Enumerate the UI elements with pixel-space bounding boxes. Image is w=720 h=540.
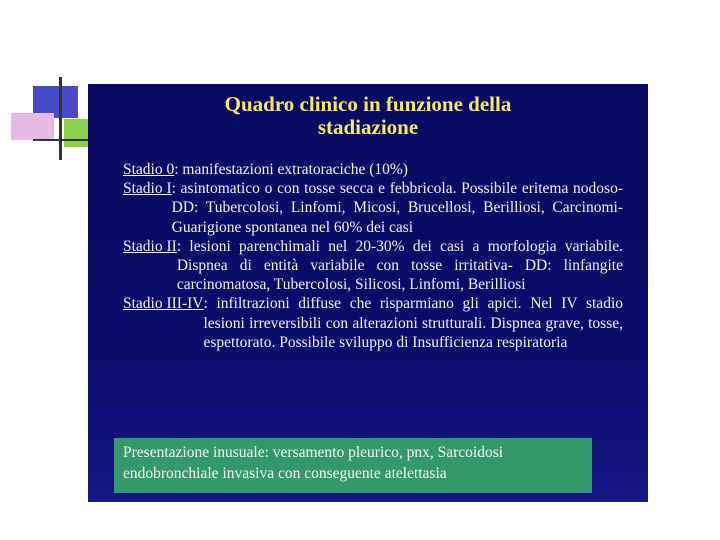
unusual-presentation-line-2: endobronchiale invasiva con conseguente atelettasia bbox=[123, 465, 447, 482]
stage-label: Stadio I bbox=[123, 180, 172, 198]
decorative-horizontal-line bbox=[33, 139, 88, 141]
stage-label: Stadio II bbox=[123, 237, 177, 255]
unusual-presentation-line-1: Presentazione inusuale: versamento pleurico, pnx, Sarcoidosi bbox=[123, 444, 504, 461]
decorative-pink-square bbox=[11, 113, 54, 140]
unusual-presentation-box bbox=[114, 438, 592, 493]
stage-description: : lesioni parenchimali nel 20-30% dei casi a morfologia variabile. Dispnea di entità variabile con tosse irritativa- DD: linfangite carcinomatosa, Tubercolosi, Silicosi, Linfomi, Berilliosi bbox=[176, 237, 623, 294]
stage-description: : infiltrazioni diffuse che risparmiano gli apici. Nel IV stadio lesioni irreversibili con alterazioni strutturali. Dispnea grave, tosse, espettorato. Possibile sviluppo di Insufficienza respiratoria bbox=[203, 295, 623, 351]
stage-entry-2 bbox=[123, 237, 623, 295]
stage-label: Stadio III-IV bbox=[123, 295, 204, 313]
stage-description: : asintomatico o con tosse secca e febbricola. Possibile eritema nodoso- DD: Tubercolosi, Linfomi, Micosi, Brucellosi, Berilliosi, Carcinomi- Guarigione spontanea nel 60% dei casi bbox=[171, 180, 623, 236]
stage-description: : manifestazioni extratoraciche (10%) bbox=[174, 161, 408, 178]
stage-entry-3 bbox=[123, 294, 623, 352]
slide-title-line-2: stadiazione bbox=[317, 115, 419, 139]
stage-label: Stadio 0 bbox=[123, 161, 175, 178]
stage-entry-1 bbox=[123, 179, 623, 237]
slide-title-line-1: Quadro clinico in funzione della bbox=[224, 92, 512, 116]
stage-list bbox=[123, 160, 623, 352]
decorative-green-square bbox=[64, 119, 88, 147]
stage-entry-0 bbox=[123, 160, 623, 179]
decorative-vertical-line bbox=[59, 77, 62, 160]
slide bbox=[88, 84, 648, 502]
slide-title bbox=[88, 93, 648, 139]
